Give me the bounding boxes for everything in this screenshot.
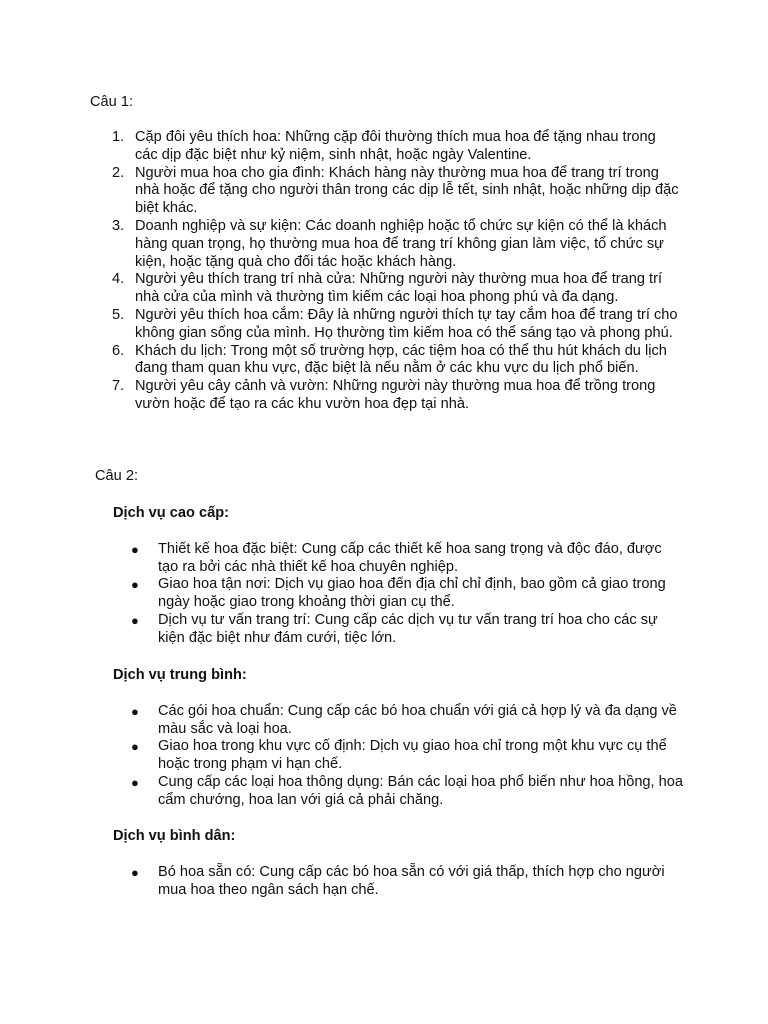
bullet-icon: ●	[131, 774, 139, 790]
item-text: Người mua hoa cho gia đình: Khách hàng này thường mua hoa để trang trí trong nhà hoặc để tặng cho người thân trong các dịp lễ tết, sinh nhật, hoặc những dịp đặc biệt khác.	[135, 164, 679, 217]
question-1-list	[110, 129, 680, 414]
list-item	[113, 738, 683, 774]
item-text: Các gói hoa chuẩn: Cung cấp các bó hoa chuẩn với giá cả hợp lý và đa dạng về màu sắc và loại hoa.	[158, 702, 677, 737]
list-item	[110, 343, 680, 379]
item-text: Cặp đôi yêu thích hoa: Những cặp đôi thường thích mua hoa để tặng nhau trong các dịp đặc biệt như kỷ niệm, sinh nhật, hoặc ngày Valentine.	[135, 129, 656, 163]
list-item	[113, 576, 683, 612]
item-text: Bó hoa sẵn có: Cung cấp các bó hoa sẵn có với giá thấp, thích hợp cho người mua hoa theo ngân sách hạn chế.	[158, 863, 665, 898]
item-number: 6.	[112, 342, 125, 359]
list-item	[110, 307, 680, 343]
list-item	[110, 378, 680, 414]
item-number: 1.	[112, 129, 125, 145]
section-heading: Dịch vụ bình dân:	[113, 828, 236, 844]
list-item	[113, 864, 683, 900]
list-item	[110, 165, 680, 218]
section-premium-services	[113, 505, 683, 648]
question-1-title: Câu 1:	[90, 94, 133, 110]
list-item	[110, 271, 680, 307]
item-number: 2.	[112, 164, 125, 181]
list-item	[113, 541, 683, 577]
list-item	[113, 774, 683, 810]
section-budget-services	[113, 828, 683, 899]
bullet-list	[113, 541, 683, 648]
item-text: Thiết kế hoa đặc biệt: Cung cấp các thiết kế hoa sang trọng và độc đáo, được tạo ra bởi các nhà thiết kế hoa chuyên nghiệp.	[158, 540, 662, 575]
bullet-icon: ●	[131, 577, 139, 593]
item-number: 5.	[112, 306, 125, 323]
question-2-title: Câu 2:	[95, 468, 138, 484]
item-number: 7.	[112, 378, 125, 395]
item-text: Người yêu thích hoa cắm: Đây là những người thích tự tay cắm hoa để trang trí cho không gian sống của mình. Họ thường tìm kiếm hoa có thể sáng tạo và phong phú.	[135, 306, 678, 341]
bullet-icon: ●	[131, 739, 139, 755]
item-text: Giao hoa tận nơi: Dịch vụ giao hoa đến địa chỉ chỉ định, bao gồm cả giao trong ngày hoặc giao trong khoảng thời gian cụ thể.	[158, 576, 666, 611]
bullet-icon: ●	[131, 864, 139, 880]
item-text: Cung cấp các loại hoa thông dụng: Bán các loại hoa phổ biến như hoa hồng, hoa cẩm chướng, hoa lan với giá cả phải chăng.	[158, 773, 684, 808]
item-text: Doanh nghiệp và sự kiện: Các doanh nghiệp hoặc tổ chức sự kiện có thể là khách hàng quan trọng, họ thường mua hoa để trang trí không gian làm việc, tổ chức sự kiện, hoặc tặng quà cho đối tác hoặc khách hàng.	[135, 217, 667, 270]
bullet-icon: ●	[131, 541, 139, 557]
item-text: Người yêu cây cảnh và vườn: Những người này thường mua hoa để trồng trong vườn hoặc để tạo ra các khu vườn hoa đẹp tại nhà.	[135, 378, 656, 412]
bullet-list	[113, 703, 683, 810]
bullet-icon: ●	[131, 703, 139, 719]
section-standard-services	[113, 667, 683, 810]
item-number: 3.	[112, 217, 125, 234]
section-heading: Dịch vụ cao cấp:	[113, 505, 229, 521]
item-text: Người yêu thích trang trí nhà cửa: Những người này thường mua hoa để trang trí nhà cửa của mình và thường tìm kiếm các loại hoa phong phú và đa dạng.	[135, 271, 662, 306]
list-item	[110, 218, 680, 271]
item-text: Dịch vụ tư vấn trang trí: Cung cấp các dịch vụ tư vấn trang trí hoa cho các sự kiện đặc biệt như đám cưới, tiệc lớn.	[158, 611, 658, 646]
bullet-icon: ●	[131, 612, 139, 628]
item-text: Giao hoa trong khu vực cố định: Dịch vụ giao hoa chỉ trong một khu vực cụ thể hoặc trong phạm vi hạn chế.	[158, 738, 667, 773]
list-item	[110, 129, 680, 165]
item-number: 4.	[112, 271, 125, 288]
list-item	[113, 703, 683, 739]
section-heading: Dịch vụ trung bình:	[113, 667, 247, 683]
bullet-list	[113, 864, 683, 900]
list-item	[113, 612, 683, 648]
item-text: Khách du lịch: Trong một số trường hợp, các tiệm hoa có thể thu hút khách du lịch đang tham quan khu vực, đặc biệt là nếu nằm ở các khu vực du lịch phổ biến.	[135, 342, 667, 377]
